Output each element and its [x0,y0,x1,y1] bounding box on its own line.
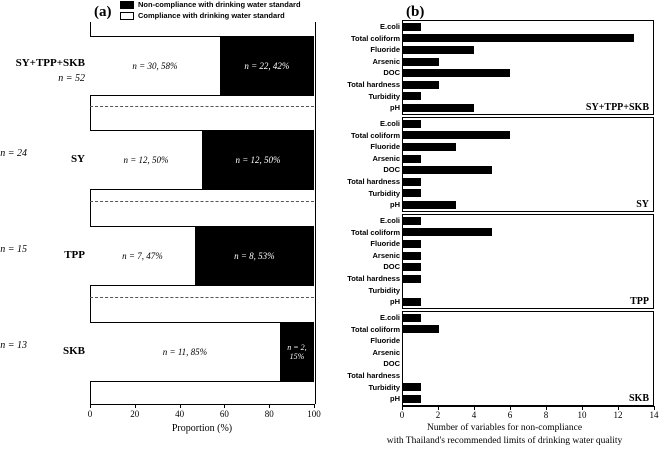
bx-ticklabel-2: 2 [435,410,441,420]
divider-2 [90,201,314,202]
bx-ticklabel-12: 12 [613,410,623,420]
b-row [350,324,653,336]
b-cat-label: Fluoride [370,142,400,152]
b-bar-total-coliform [403,325,439,333]
panel-a-letter: (a) [94,4,112,20]
b-row [368,188,653,200]
b-cat-label: Total hardness [347,273,400,283]
b-row [379,118,653,130]
b-cat-label: Fluoride [370,336,400,346]
b-row [370,141,653,153]
b-cat-label: Total coliform [350,130,400,140]
b-cat-label: Arsenic [372,153,400,163]
b-row [383,67,653,79]
bar-segment-compliance [90,131,202,189]
b-cat-label: pH [390,297,400,307]
b-row [372,250,653,262]
b-cat-label: pH [390,103,400,113]
b-bar-doc [403,263,421,271]
b-bar-ecoli [403,217,421,225]
bar-label-noncompliance: n = 8, 53% [234,251,275,261]
b-row [372,56,653,68]
b-cat-label: Total coliform [350,324,400,334]
legend-label-compliance: Compliance with drinking water standard [138,11,285,20]
b-bar-total-coliform [403,228,492,236]
subplot-title-sy: SY [636,199,649,210]
b-cat-label: Total coliform [350,227,400,237]
divider-1 [90,106,314,107]
b-bar-fluoride [403,240,421,248]
subplot-title-skb: SKB [628,393,649,404]
b-cat-label: Total hardness [347,370,400,380]
b-bar-turbidity [403,92,421,100]
row-label-tpp: TPP [64,249,85,261]
b-row [350,33,653,45]
b-cat-label: DOC [383,68,400,78]
bar-segment-noncompliance [195,227,314,285]
b-bar-total-coliform [403,131,510,139]
bx-ticklabel-4: 4 [471,410,477,420]
b-row [350,130,653,142]
x-tick-100 [314,404,315,408]
b-row [379,21,653,33]
panel-a-x-title: Proportion (%) [171,423,233,434]
bar-segment-noncompliance [280,323,314,381]
panel-b-x-axis [402,406,654,407]
b-row [368,382,653,394]
b-bar-total-hardness [403,275,421,283]
b-row [368,91,653,103]
b-cat-label: Total hardness [347,79,400,89]
bx-ticklabel-0: 0 [399,410,405,420]
bar-group-sy [90,130,314,190]
b-row [390,393,653,405]
b-cat-label: Turbidity [368,285,400,295]
x-ticklabel-0: 0 [87,409,93,419]
b-row [370,335,653,347]
b-bar-arsenic [403,58,439,66]
b-cat-label: Arsenic [372,347,400,357]
bar-label-noncompliance: n = 12, 50% [235,155,281,165]
b-bar-fluoride [403,46,474,54]
subplot-sy-tpp-skb [347,20,654,115]
b-bar-turbidity [403,383,421,391]
bar-label-compliance: n = 11, 85% [162,347,208,357]
bx-ticklabel-10: 10 [577,410,587,420]
b-bar-total-hardness [403,81,439,89]
subplot-tpp [347,214,654,309]
b-row [370,44,653,56]
bar-segment-noncompliance [202,131,314,189]
b-row [347,176,653,188]
b-row [390,296,653,308]
b-cat-label: Arsenic [372,250,400,260]
bx-ticklabel-14: 14 [649,410,659,420]
b-row [347,370,653,382]
bar-group-sy-tpp-skb [90,36,314,96]
x-ticklabel-80: 80 [264,409,274,419]
b-bar-total-hardness [403,178,421,186]
row-label-sy-tpp-skb: SY+TPP+SKB [15,57,85,69]
b-cat-label: E.coli [379,216,400,225]
row-n-tpp: n = 15 [0,244,27,255]
x-tick-0 [90,404,91,408]
bar-group-tpp [90,226,314,286]
b-bar-arsenic [403,155,421,163]
x-tick-60 [224,404,225,408]
subplot-title-sy-tpp-skb: SY+TPP+SKB [585,102,649,113]
subplot-skb [347,311,654,406]
b-cat-label: Arsenic [372,56,400,66]
b-row [379,215,653,227]
b-row [383,261,653,273]
x-tick-40 [180,404,181,408]
b-bar-doc [403,69,510,77]
b-cat-label: E.coli [379,313,400,322]
b-cat-label: Turbidity [368,382,400,392]
panel-b-x-title-line1: Number of variables for non-compliance [426,423,583,433]
b-bar-turbidity [403,189,421,197]
x-ticklabel-60: 60 [219,409,229,419]
b-bar-ph [403,298,421,306]
b-cat-label: Total coliform [350,33,400,43]
b-bar-ecoli [403,314,421,322]
b-cat-label: Turbidity [368,91,400,101]
b-bar-doc [403,166,492,174]
x-tick-80 [269,404,270,408]
b-cat-label: Turbidity [368,188,400,198]
x-ticklabel-100: 100 [307,409,321,419]
b-cat-label: E.coli [379,22,400,31]
row-n-skb: n = 13 [0,340,27,351]
b-cat-label: DOC [383,359,400,369]
bx-ticklabel-8: 8 [543,410,549,420]
bar-group-skb [90,322,314,382]
b-cat-label: E.coli [379,119,400,128]
b-cat-label: DOC [383,262,400,272]
b-bar-arsenic [403,252,421,260]
x-ticklabel-40: 40 [175,409,185,419]
row-label-sy: SY [70,153,85,165]
row-label-skb: SKB [62,345,85,357]
b-row [383,164,653,176]
row-n-sy: n = 24 [0,148,27,159]
x-ticklabel-20: 20 [130,409,140,419]
b-bar-total-coliform [403,34,634,42]
bar-segment-compliance [90,227,195,285]
b-row [379,312,653,324]
b-row [350,227,653,239]
divider-3 [90,297,314,298]
b-cat-label: Fluoride [370,239,400,249]
row-n-sy-tpp-skb: n = 52 [58,73,85,84]
b-row [347,79,653,91]
b-row [368,285,653,297]
subplot-title-tpp: TPP [630,296,649,307]
panel-b-letter: (b) [406,4,425,20]
b-bar-ph [403,395,421,403]
panel-a-x-axis [90,404,314,405]
bx-ticklabel-6: 6 [507,410,513,420]
bar-label-compliance: n = 12, 50% [123,155,169,165]
bar-segment-compliance [90,37,220,95]
b-row [372,347,653,359]
b-bar-fluoride [403,143,456,151]
panel-b-x-title-line2: with Thailand's recommended limits of drinking water quality [386,436,623,446]
panel-b [340,0,669,453]
b-cat-label: Fluoride [370,45,400,55]
bar-segment-compliance [90,323,280,381]
b-cat-label: DOC [383,165,400,175]
bar-label-compliance: n = 30, 58% [132,61,178,71]
bar-segment-noncompliance [220,37,314,95]
b-cat-label: pH [390,200,400,210]
b-row [370,238,653,250]
x-tick-20 [135,404,136,408]
bar-label-noncompliance: n = 22, 42% [244,61,290,71]
bar-label-compliance: n = 7, 47% [122,251,163,261]
b-row [390,199,653,211]
bar-label-noncompliance: n = 2, 15% [287,343,307,361]
b-bar-ph [403,104,474,112]
b-row [372,153,653,165]
b-row [347,273,653,285]
b-bar-ecoli [403,120,421,128]
b-bar-ecoli [403,23,421,31]
b-cat-label: pH [390,394,400,404]
b-cat-label: Total hardness [347,176,400,186]
b-bar-ph [403,201,456,209]
b-row [383,358,653,370]
legend-label-noncompliance: Non-compliance with drinking water standard [138,0,301,9]
subplot-sy [347,117,654,212]
